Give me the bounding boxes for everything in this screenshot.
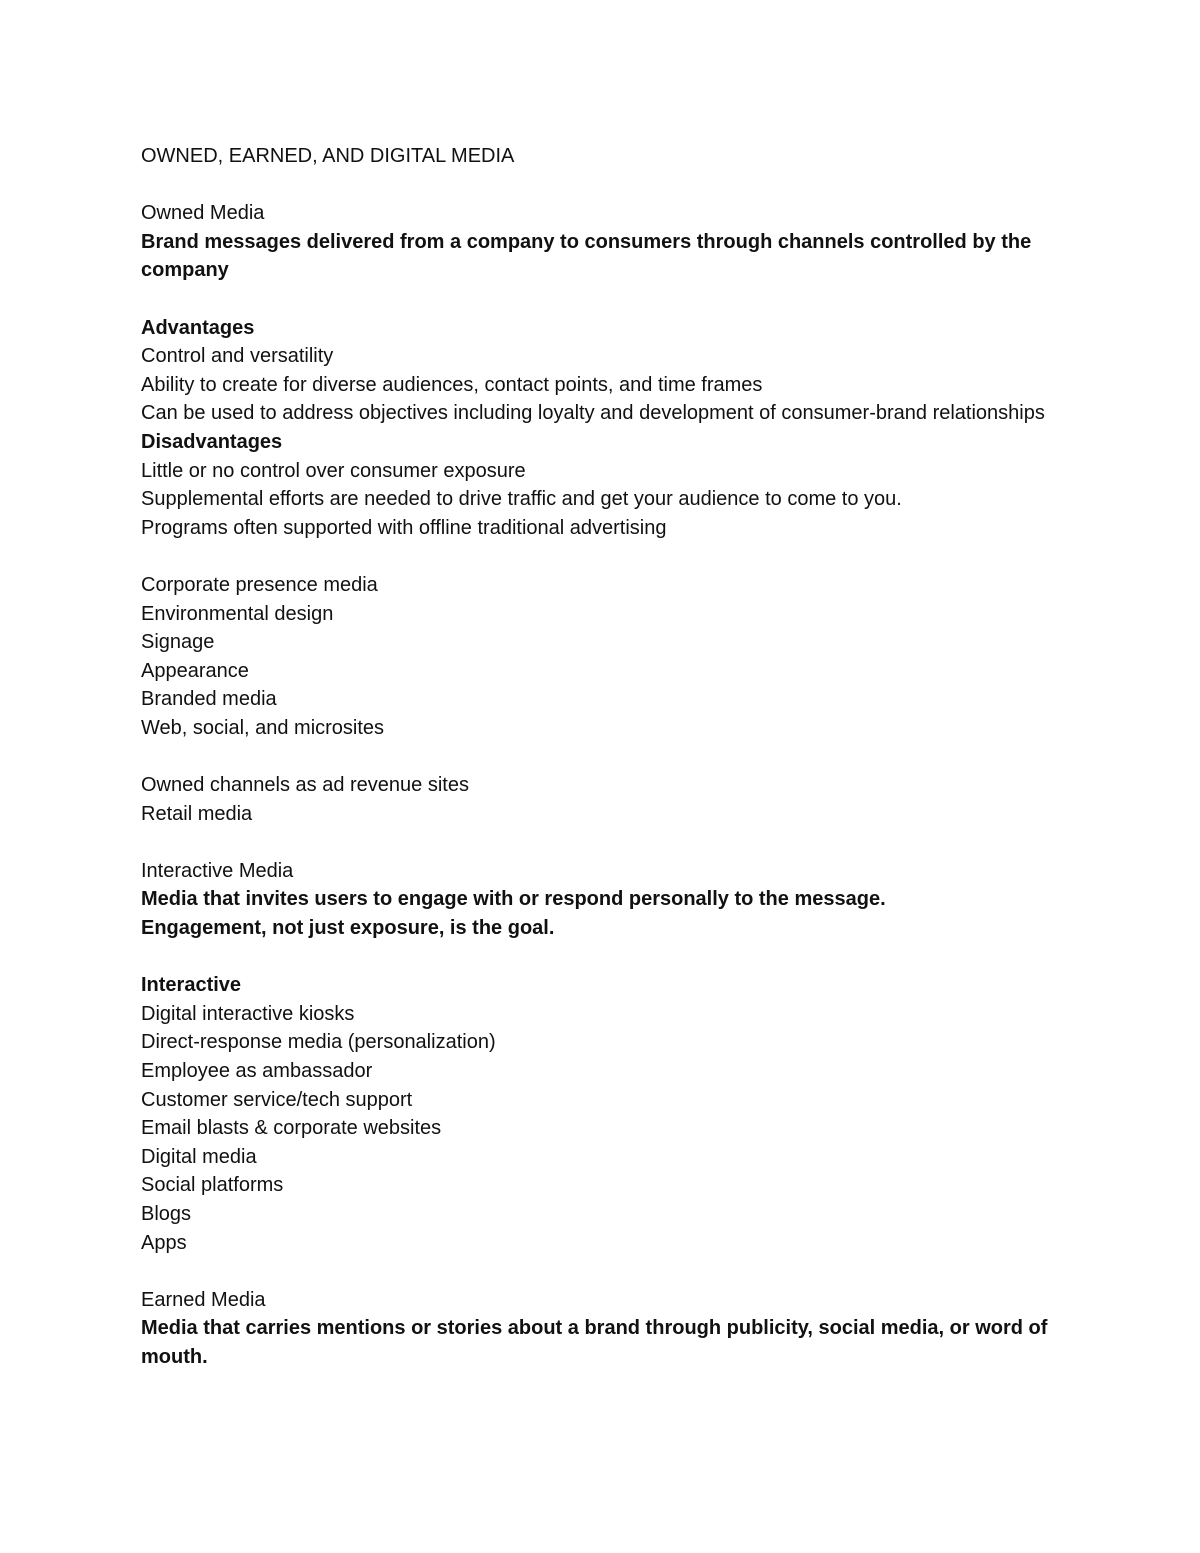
interactive-item: Employee as ambassador [141, 1060, 373, 1082]
interactive-media-goal: Engagement, not just exposure, is the goal. [141, 917, 555, 940]
interactive-item: Social platforms [141, 1174, 284, 1197]
interactive-item: Email blasts & corporate websites [141, 1117, 442, 1140]
interactive-media-heading: Interactive Media [141, 859, 294, 882]
owned-media-definition: Brand messages delivered from a company to consumers through channels controlled by the company [141, 230, 1037, 282]
spacer [141, 828, 1071, 857]
owned-channels-item: Owned channels as ad revenue sites [141, 774, 469, 797]
document-title: OWNED, EARNED, AND DIGITAL MEDIA [141, 145, 515, 167]
advantage-item: Control and versatility [141, 345, 334, 368]
interactive-heading: Interactive [141, 974, 242, 997]
advantage-item: Can be used to address objectives including loyalty and development of consumer-brand relationships [141, 402, 1045, 425]
disadvantage-item: Programs often supported with offline traditional advertising [141, 516, 667, 539]
corporate-list-item: Corporate presence media [141, 573, 378, 596]
spacer [141, 171, 1071, 200]
disadvantage-item: Little or no control over consumer exposure [141, 459, 526, 482]
spacer [141, 742, 1071, 771]
spacer [141, 943, 1071, 972]
interactive-item: Apps [141, 1231, 187, 1254]
corporate-list-item: Appearance [141, 659, 249, 682]
interactive-item: Direct-response media (personalization) [141, 1031, 496, 1054]
spacer [141, 285, 1071, 314]
interactive-item: Digital media [141, 1145, 257, 1168]
corporate-list-item: Signage [141, 631, 215, 654]
disadvantage-item: Supplemental efforts are needed to drive traffic and get your audience to come to you. [141, 488, 902, 511]
interactive-item: Customer service/tech support [141, 1088, 413, 1111]
disadvantages-heading: Disadvantages [141, 430, 283, 453]
advantage-item: Ability to create for diverse audiences, contact points, and time frames [141, 373, 763, 396]
spacer [141, 542, 1071, 571]
document-page [141, 142, 1071, 1372]
interactive-item: Blogs [141, 1202, 192, 1225]
corporate-list-item: Environmental design [141, 602, 334, 625]
owned-media-heading: Owned Media [141, 202, 265, 225]
corporate-list-item: Web, social, and microsites [141, 716, 385, 739]
advantages-heading: Advantages [141, 316, 255, 339]
earned-media-definition: Media that carries mentions or stories about a brand through publicity, social media, or word of mouth. [141, 1317, 1053, 1368]
corporate-list-item: Branded media [141, 688, 277, 711]
interactive-media-definition: Media that invites users to engage with or respond personally to the message. [141, 888, 886, 911]
earned-media-heading: Earned Media [141, 1288, 266, 1311]
interactive-item: Digital interactive kiosks [141, 1002, 355, 1025]
owned-channels-item: Retail media [141, 802, 253, 825]
spacer [141, 1257, 1071, 1286]
